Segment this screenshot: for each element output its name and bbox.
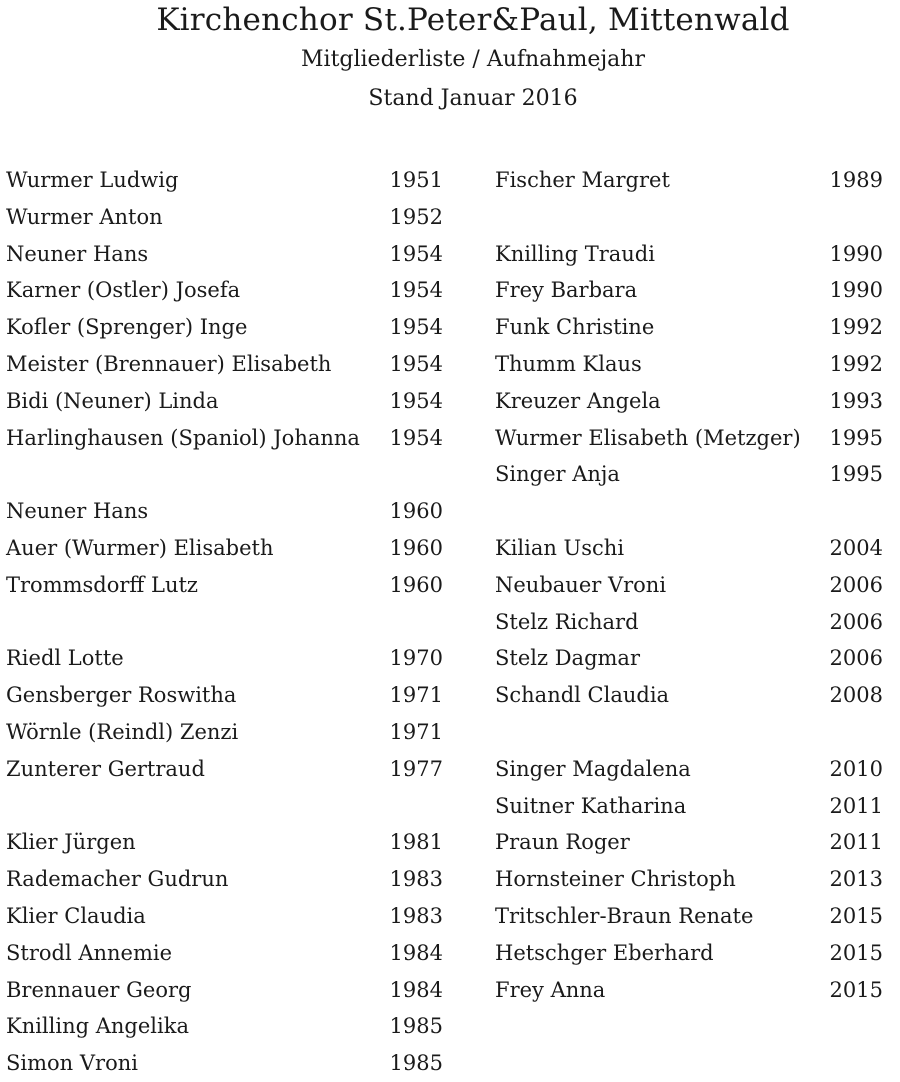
member-name: Suitner Katharina — [495, 793, 687, 818]
member-year: 2015 — [829, 940, 883, 965]
member-name: Thumm Klaus — [495, 351, 642, 376]
member-year: 2006 — [829, 609, 883, 634]
member-name: Brennauer Georg — [6, 977, 192, 1002]
list-item — [6, 236, 443, 273]
list-item — [6, 1045, 443, 1082]
member-name: Frey Barbara — [495, 278, 638, 303]
list-spacer — [6, 604, 443, 641]
member-name: Wörnle (Reindl) Zenzi — [6, 719, 239, 744]
member-year: 1954 — [389, 425, 443, 450]
member-year: 1983 — [389, 867, 443, 892]
list-item — [495, 751, 883, 788]
member-name: Schandl Claudia — [495, 683, 670, 708]
member-name: Bidi (Neuner) Linda — [6, 388, 219, 413]
member-name: Hetschger Eberhard — [495, 940, 714, 965]
list-item — [6, 1008, 443, 1045]
member-name: Fischer Margret — [495, 168, 670, 192]
member-name: Trommsdorff Lutz — [6, 572, 198, 597]
member-year: 1983 — [389, 903, 443, 928]
list-item — [6, 272, 443, 309]
member-list-left — [6, 162, 443, 1082]
member-list-right — [495, 162, 883, 1008]
page-title: Kirchenchor St.Peter&Paul, Mittenwald — [156, 2, 790, 38]
member-year: 1960 — [389, 535, 443, 560]
list-item — [6, 199, 443, 236]
member-year: 1970 — [389, 646, 443, 671]
list-item — [6, 972, 443, 1009]
member-year: 1954 — [389, 278, 443, 303]
member-year: 1995 — [829, 425, 883, 450]
member-year: 2015 — [829, 977, 883, 1002]
member-year: 2006 — [829, 646, 883, 671]
member-year: 1985 — [389, 1051, 443, 1076]
list-item — [6, 420, 443, 457]
list-item — [6, 824, 443, 861]
list-item — [6, 309, 443, 346]
list-item — [495, 567, 883, 604]
member-name: Klier Jürgen — [6, 830, 136, 855]
list-item — [6, 714, 443, 751]
member-name: Wurmer Elisabeth (Metzger) — [495, 425, 801, 450]
member-name: Kofler (Sprenger) Inge — [6, 315, 248, 340]
list-item — [495, 530, 883, 567]
list-item — [495, 824, 883, 861]
member-year: 1984 — [389, 977, 443, 1002]
member-name: Wurmer Anton — [6, 204, 163, 229]
list-item — [6, 935, 443, 972]
member-name: Auer (Wurmer) Elisabeth — [6, 535, 274, 560]
member-year: 1954 — [389, 315, 443, 340]
member-year: 1984 — [389, 940, 443, 965]
member-year: 2006 — [829, 572, 883, 597]
list-item — [6, 751, 443, 788]
list-spacer — [495, 199, 883, 236]
member-name: Singer Anja — [495, 462, 620, 487]
list-item — [495, 898, 883, 935]
member-year: 1960 — [389, 499, 443, 524]
list-item — [6, 162, 443, 199]
list-item — [495, 309, 883, 346]
list-item — [6, 567, 443, 604]
list-item — [495, 236, 883, 273]
member-year: 1971 — [389, 719, 443, 744]
member-year: 1992 — [829, 315, 883, 340]
member-name: Zunterer Gertraud — [6, 756, 205, 781]
member-year: 1989 — [829, 168, 883, 192]
list-item — [6, 530, 443, 567]
list-item — [6, 640, 443, 677]
member-year: 1993 — [829, 388, 883, 413]
member-year: 1954 — [389, 351, 443, 376]
member-name: Frey Anna — [495, 977, 606, 1002]
member-name: Karner (Ostler) Josefa — [6, 278, 241, 303]
list-item — [6, 861, 443, 898]
member-name: Neuner Hans — [6, 241, 149, 266]
list-item — [6, 677, 443, 714]
list-item — [495, 272, 883, 309]
member-year: 1971 — [389, 683, 443, 708]
list-spacer — [495, 714, 883, 751]
member-year: 1977 — [389, 756, 443, 781]
member-name: Simon Vroni — [6, 1051, 138, 1076]
member-year: 1952 — [389, 204, 443, 229]
member-year: 1960 — [389, 572, 443, 597]
member-name: Knilling Angelika — [6, 1014, 189, 1039]
member-name: Kilian Uschi — [495, 535, 625, 560]
list-item — [495, 383, 883, 420]
member-year: 1990 — [829, 278, 883, 303]
member-name: Neubauer Vroni — [495, 572, 667, 597]
member-name: Hornsteiner Christoph — [495, 867, 736, 892]
status-date: Stand Januar 2016 — [368, 86, 578, 111]
member-year: 1981 — [389, 830, 443, 855]
list-item — [6, 493, 443, 530]
list-item — [495, 935, 883, 972]
member-name: Gensberger Roswitha — [6, 683, 237, 708]
member-name: Knilling Traudi — [495, 241, 655, 266]
list-item — [495, 972, 883, 1009]
member-name: Stelz Dagmar — [495, 646, 640, 671]
member-year: 1985 — [389, 1014, 443, 1039]
member-year: 2011 — [829, 830, 883, 855]
list-spacer — [495, 493, 883, 530]
member-year: 1992 — [829, 351, 883, 376]
member-name: Funk Christine — [495, 315, 655, 340]
member-name: Neuner Hans — [6, 499, 149, 524]
member-year: 2008 — [829, 683, 883, 708]
member-name: Singer Magdalena — [495, 756, 691, 781]
member-year: 1951 — [389, 168, 443, 192]
list-spacer — [6, 788, 443, 825]
member-name: Wurmer Ludwig — [6, 168, 179, 192]
member-name: Strodl Annemie — [6, 940, 173, 965]
member-year: 1990 — [829, 241, 883, 266]
list-spacer — [6, 456, 443, 493]
list-item — [6, 383, 443, 420]
list-item — [495, 420, 883, 457]
page-subtitle: Mitgliederliste / Aufnahmejahr — [301, 47, 645, 72]
member-name: Kreuzer Angela — [495, 388, 661, 413]
list-item — [495, 346, 883, 383]
list-item — [495, 604, 883, 641]
member-year: 1954 — [389, 388, 443, 413]
member-year: 2004 — [829, 535, 883, 560]
list-item — [495, 640, 883, 677]
member-year: 2015 — [829, 903, 883, 928]
member-name: Meister (Brennauer) Elisabeth — [6, 351, 332, 376]
member-name: Tritschler-Braun Renate — [495, 903, 754, 928]
list-item — [495, 788, 883, 825]
list-item — [495, 162, 883, 199]
list-item — [6, 346, 443, 383]
list-item — [495, 861, 883, 898]
member-name: Stelz Richard — [495, 609, 639, 634]
member-name: Klier Claudia — [6, 903, 146, 928]
list-item — [495, 456, 883, 493]
member-name: Praun Roger — [495, 830, 630, 855]
member-name: Harlinghausen (Spaniol) Johanna — [6, 425, 360, 450]
list-item — [6, 898, 443, 935]
member-year: 2010 — [829, 756, 883, 781]
member-year: 1995 — [829, 462, 883, 487]
member-name: Riedl Lotte — [6, 646, 124, 671]
member-year: 2013 — [829, 867, 883, 892]
member-year: 1954 — [389, 241, 443, 266]
member-year: 2011 — [829, 793, 883, 818]
list-item — [495, 677, 883, 714]
member-name: Rademacher Gudrun — [6, 867, 229, 892]
